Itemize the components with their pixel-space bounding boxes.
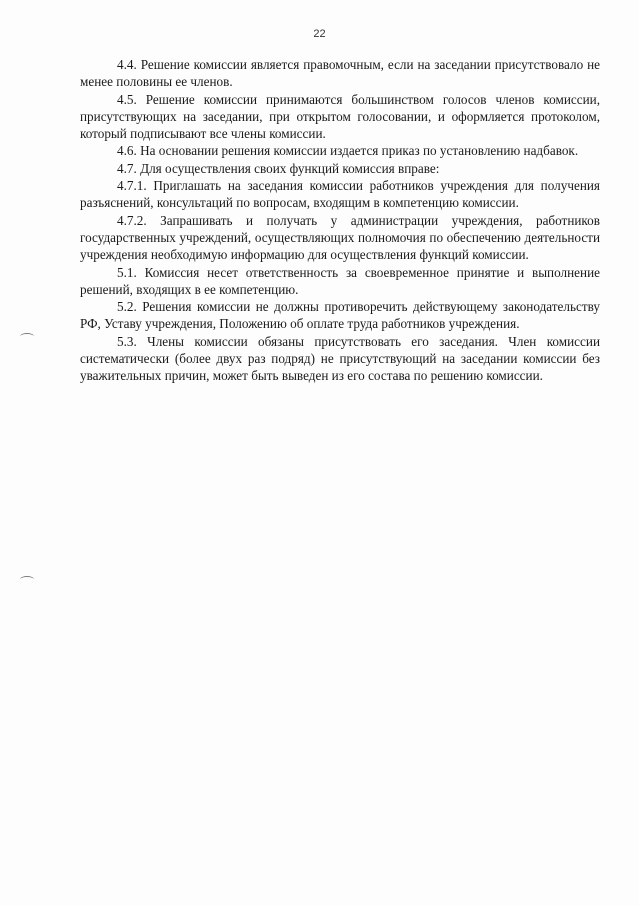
paragraph-4-6: 4.6. На основании решения комиссии издается приказ по установлению надбавок.: [117, 143, 579, 159]
paragraph-4-7-1: 4.7.1. Приглашать на заседания комиссии работников учреждения для получения разъяснений, консультаций по вопросам, входящим в компетенцию комиссии.: [80, 178, 600, 211]
page-number: 22: [313, 28, 326, 40]
paragraph-4-4: 4.4. Решение комиссии является правомочным, если на заседании присутствовало не менее половины ее членов.: [80, 57, 600, 90]
paragraph-4-5: 4.5. Решение комиссии принимаются большинством голосов членов комиссии, присутствующих на заседании, при открытом голосовании, и оформляется протоколом, который подписывают все члены комиссии.: [80, 91, 600, 142]
paragraph-5-1: 5.1. Комиссия несет ответственность за своевременное принятие и выполнение решений, входящих в ее компетенцию.: [80, 264, 600, 297]
paragraph-5-3: 5.3. Члены комиссии обязаны присутствовать его заседания. Член комиссии систематически (более двух раз подряд) не присутствующий на заседании комиссии без уважительных причин, может быть выведен из его состава по решению комиссии.: [80, 333, 600, 384]
paragraph-5-2: 5.2. Решения комиссии не должны противоречить действующему законодательству РФ, Уставу учреждения, Положению об оплате труда работников учреждения.: [80, 299, 600, 332]
paragraph-4-7-2: 4.7.2. Запрашивать и получать у администрации учреждения, работников государственных учреждений, осуществляющих полномочия по обеспечению деятельности учреждения необходимую информацию для осуществления функций комиссии.: [80, 212, 600, 263]
scan-punch-mark-lower: [20, 576, 34, 583]
paragraph-4-7: 4.7. Для осуществления своих функций комиссия вправе:: [117, 160, 440, 176]
document-body: [80, 56, 600, 385]
scan-punch-mark-upper: [20, 333, 34, 340]
